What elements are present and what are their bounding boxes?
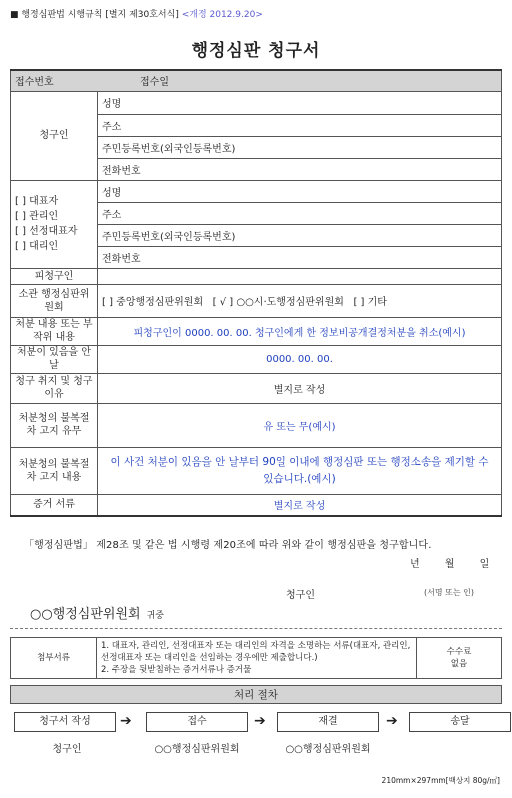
addressee-suffix: 귀중 bbox=[146, 611, 164, 621]
signature-field[interactable]: (서명 또는 인) bbox=[424, 588, 474, 597]
fee-label: 수수료 bbox=[446, 647, 472, 657]
claimant-name-field[interactable]: 성명 bbox=[98, 91, 502, 114]
claimant-id-field[interactable]: 주민등록번호(외국인등록번호) bbox=[98, 136, 502, 158]
claimant-label: 청구인 bbox=[11, 91, 98, 180]
actor-commission: ○○행정심판위원회 bbox=[154, 744, 240, 755]
evidence-label: 증거 서류 bbox=[11, 494, 98, 516]
claimant-address-field[interactable]: 주소 bbox=[98, 114, 502, 136]
evidence-value[interactable]: 별지로 작성 bbox=[98, 494, 502, 516]
notice-given-label: 처분청의 불복절차 고지 유무 bbox=[11, 403, 98, 447]
attachment-item: 2. 주장을 뒷받침하는 증거서류나 증거물 bbox=[101, 665, 252, 675]
attachment-item: 1. 대표자, 관리인, 선정대표자 또는 대리인의 자격을 소명하는 서류(대표자, 관리인,선정대표자 또는 대리인을 선임하는 경우에만 제출합니다.) bbox=[101, 641, 411, 663]
notice-content-label: 처분청의 불복절차 고지 내용 bbox=[11, 447, 98, 494]
date-line[interactable]: 년 월 일 bbox=[410, 559, 490, 570]
paper-spec: 210mm×297mm[백상지 80g/㎡] bbox=[381, 776, 500, 785]
form-header bbox=[10, 7, 263, 20]
fee-value: 없음 bbox=[450, 659, 468, 669]
representative-type bbox=[11, 180, 98, 268]
claimant-phone-field[interactable]: 전화번호 bbox=[98, 158, 502, 180]
application-form bbox=[10, 69, 502, 517]
notice-given-value[interactable]: 유 또는 무(예시) bbox=[98, 403, 502, 447]
attachment-table bbox=[10, 637, 502, 679]
step-delivery: 송달 bbox=[409, 712, 511, 732]
receipt-number-label: 접수번호 bbox=[15, 77, 54, 89]
section-divider bbox=[10, 628, 502, 629]
disposition-value[interactable]: 피청구인이 0000. 00. 00. 청구인에게 한 정보비공개결정처분을 취소(예시) bbox=[98, 317, 502, 345]
representative-option[interactable]: [ ] 대표자 bbox=[15, 196, 59, 207]
commission-options[interactable]: [ ] 중앙행정심판위원회 [ √ ] ○○시·도행정심판위원회 [ ] 기타 bbox=[98, 284, 502, 317]
addressee-name: ○○행정심판위원회 bbox=[30, 607, 141, 622]
respondent-label: 피청구인 bbox=[11, 268, 98, 284]
disposition-label: 처분 내용 또는 부작위 내용 bbox=[11, 317, 98, 345]
step-decision: 재결 bbox=[277, 712, 379, 732]
actor-commission: ○○행정심판위원회 bbox=[285, 744, 371, 755]
fee-cell bbox=[417, 638, 502, 679]
step-receipt: 접수 bbox=[146, 712, 248, 732]
rep-name-field[interactable]: 성명 bbox=[98, 180, 502, 202]
disposition-date-value[interactable]: 0000. 00. 00. bbox=[98, 345, 502, 373]
purpose-value[interactable]: 별지로 작성 bbox=[98, 373, 502, 403]
arrow-right-icon: ➔ bbox=[254, 713, 266, 729]
attachment-items bbox=[97, 638, 417, 679]
selected-representative-option[interactable]: [ ] 선정대표자 bbox=[15, 226, 78, 237]
disposition-date-label: 처분이 있음을 안 날 bbox=[11, 345, 98, 373]
page-title: 행정심판 청구서 bbox=[191, 41, 321, 61]
manager-option[interactable]: [ ] 관리인 bbox=[15, 211, 59, 222]
arrow-right-icon: ➔ bbox=[386, 713, 398, 729]
claim-statement: 「행정심판법」 제28조 및 같은 법 시행령 제20조에 따라 위와 같이 행정심판을 청구합니다. bbox=[24, 540, 432, 551]
rep-id-field[interactable]: 주민등록번호(외국인등록번호) bbox=[98, 224, 502, 246]
applicant-label: 청구인 bbox=[286, 590, 315, 601]
rep-address-field[interactable]: 주소 bbox=[98, 202, 502, 224]
form-source: ■ 행정심판법 시행규칙 [별지 제30호서식] bbox=[10, 10, 179, 20]
step-write-application: 청구서 작성 bbox=[14, 712, 116, 732]
arrow-right-icon: ➔ bbox=[120, 713, 132, 729]
notice-content-value[interactable]: 이 사건 처분이 있음을 안 날부터 90일 이내에 행정심판 또는 행정소송을 제기할 수 있습니다.(예시) bbox=[98, 447, 502, 494]
procedure-title: 처리 절차 bbox=[10, 685, 502, 704]
receipt-row bbox=[11, 70, 502, 91]
respondent-field[interactable] bbox=[98, 268, 502, 284]
agent-option[interactable]: [ ] 대리인 bbox=[15, 241, 59, 252]
revision-note: <개정 2012.9.20> bbox=[181, 10, 263, 20]
attachment-label: 첨부서류 bbox=[11, 638, 97, 679]
rep-phone-field[interactable]: 전화번호 bbox=[98, 246, 502, 268]
addressee bbox=[30, 603, 164, 622]
receipt-date-label: 접수일 bbox=[140, 77, 169, 89]
commission-label: 소관 행정심판위원회 bbox=[11, 284, 98, 317]
actor-claimant: 청구인 bbox=[52, 744, 82, 755]
purpose-label: 청구 취지 및 청구 이유 bbox=[11, 373, 98, 403]
